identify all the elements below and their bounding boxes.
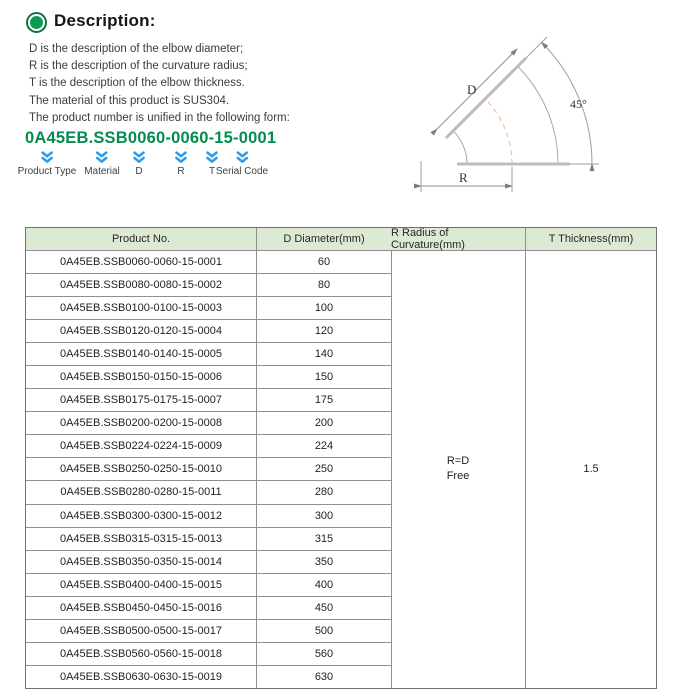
r-label: R (459, 170, 468, 185)
table-header-row (26, 228, 392, 251)
product-no-cell: 0A45EB.SSB0080-0080-15-0002 (26, 274, 257, 297)
product-no-cell: 0A45EB.SSB0280-0280-15-0011 (26, 481, 257, 504)
table-body (26, 251, 392, 688)
top-face (446, 58, 526, 138)
product-no-cell: 0A45EB.SSB0315-0315-15-0013 (26, 527, 257, 550)
outer-arc (518, 66, 558, 164)
description-line: T is the description of the elbow thickness. (29, 77, 245, 90)
double-chevron-down-icon (95, 151, 108, 164)
d-diameter-cell: 100 (257, 297, 392, 320)
table-row (26, 665, 392, 688)
segment-label: D (135, 166, 143, 177)
d-label: D (467, 82, 477, 97)
r-radius-column (391, 228, 526, 688)
extension-line (526, 37, 547, 58)
table-row (26, 251, 392, 274)
t-value: 1.5 (583, 462, 599, 475)
table-row (26, 481, 392, 504)
table-row (26, 366, 392, 389)
header-d-diameter: D Diameter(mm) (257, 228, 392, 251)
product-no-cell: 0A45EB.SSB0350-0350-15-0014 (26, 550, 257, 573)
d-diameter-cell: 140 (257, 343, 392, 366)
page-title: Description: (54, 11, 156, 30)
d-diameter-cell: 80 (257, 274, 392, 297)
d-diameter-cell: 60 (257, 251, 392, 274)
centerline-arc (485, 99, 512, 164)
segment-material (84, 151, 120, 177)
header-product-no: Product No. (26, 228, 257, 251)
table-row (26, 527, 392, 550)
segment-label: Serial Code (215, 166, 269, 177)
table-row (26, 274, 392, 297)
segment-product-type (18, 151, 77, 177)
d-diameter-cell: 250 (257, 458, 392, 481)
product-code: 0A45EB.SSB0060-0060-15-0001 (25, 129, 277, 147)
d-diameter-cell: 280 (257, 481, 392, 504)
product-no-cell: 0A45EB.SSB0060-0060-15-0001 (26, 251, 257, 274)
product-no-cell: 0A45EB.SSB0400-0400-15-0015 (26, 573, 257, 596)
table-row (26, 435, 392, 458)
double-chevron-down-icon (133, 151, 146, 164)
d-diameter-cell: 175 (257, 389, 392, 412)
r-value-line2: Free (446, 470, 470, 483)
product-no-cell: 0A45EB.SSB0250-0250-15-0010 (26, 458, 257, 481)
segment-label: R (177, 166, 185, 177)
d-diameter-cell: 500 (257, 619, 392, 642)
product-no-cell: 0A45EB.SSB0100-0100-15-0003 (26, 297, 257, 320)
product-no-cell: 0A45EB.SSB0300-0300-15-0012 (26, 504, 257, 527)
product-no-cell: 0A45EB.SSB0450-0450-15-0016 (26, 596, 257, 619)
d-diameter-cell: 315 (257, 527, 392, 550)
table-row (26, 458, 392, 481)
product-no-cell: 0A45EB.SSB0140-0140-15-0005 (26, 343, 257, 366)
product-no-cell: 0A45EB.SSB0175-0175-15-0007 (26, 389, 257, 412)
table-row (26, 550, 392, 573)
table-row (26, 343, 392, 366)
t-thickness-cell (526, 251, 656, 688)
d-diameter-cell: 300 (257, 504, 392, 527)
d-diameter-cell: 350 (257, 550, 392, 573)
d-diameter-cell: 150 (257, 366, 392, 389)
description-line: The material of this product is SUS304. (29, 94, 230, 107)
double-chevron-down-icon (41, 151, 54, 164)
segment-r (175, 151, 188, 177)
description-line: D is the description of the elbow diameter; (29, 43, 244, 55)
t-thickness-column (526, 228, 656, 688)
d-diameter-cell: 560 (257, 642, 392, 665)
elbow-diagram (410, 15, 686, 207)
double-chevron-down-icon (235, 151, 248, 164)
d-diameter-cell: 630 (257, 665, 392, 688)
table-row (26, 412, 392, 435)
segment-serial-code (216, 151, 268, 177)
d-diameter-cell: 450 (257, 596, 392, 619)
d-diameter-cell: 400 (257, 573, 392, 596)
r-value-line1: R=D (446, 455, 470, 468)
product-no-cell: 0A45EB.SSB0120-0120-15-0004 (26, 320, 257, 343)
product-table-left (26, 228, 392, 688)
table-row (26, 504, 392, 527)
segment-label: Material (84, 166, 120, 177)
table-row (26, 573, 392, 596)
table-row (26, 297, 392, 320)
d-diameter-cell: 200 (257, 412, 392, 435)
segment-label: Product Type (17, 166, 77, 177)
table-row (26, 320, 392, 343)
r-radius-cell (391, 251, 525, 688)
d-dimension-line (437, 49, 517, 129)
description-list (29, 41, 290, 127)
product-no-cell: 0A45EB.SSB0224-0224-15-0009 (26, 435, 257, 458)
product-no-cell: 0A45EB.SSB0200-0200-15-0008 (26, 412, 257, 435)
product-table (25, 227, 657, 689)
d-diameter-cell: 224 (257, 435, 392, 458)
description-line: R is the description of the curvature radius; (29, 60, 248, 73)
product-no-cell: 0A45EB.SSB0630-0630-15-0019 (26, 665, 257, 688)
product-no-cell: 0A45EB.SSB0150-0150-15-0006 (26, 366, 257, 389)
header-r-radius: R Radius of Curvature(mm) (391, 228, 525, 251)
table-row (26, 389, 392, 412)
angle-label: 45° (570, 97, 587, 111)
product-no-cell: 0A45EB.SSB0560-0560-15-0018 (26, 642, 257, 665)
table-row (26, 596, 392, 619)
segment-label: T (208, 166, 216, 177)
table-row (26, 642, 392, 665)
product-no-cell: 0A45EB.SSB0500-0500-15-0017 (26, 619, 257, 642)
bullseye-icon (26, 12, 47, 33)
d-diameter-cell: 120 (257, 320, 392, 343)
header-t-thickness: T Thickness(mm) (526, 228, 656, 251)
description-line: The product number is unified in the following form: (29, 111, 290, 124)
segment-d (133, 151, 146, 177)
double-chevron-down-icon (175, 151, 188, 164)
inner-arc (453, 131, 467, 164)
table-row (26, 619, 392, 642)
